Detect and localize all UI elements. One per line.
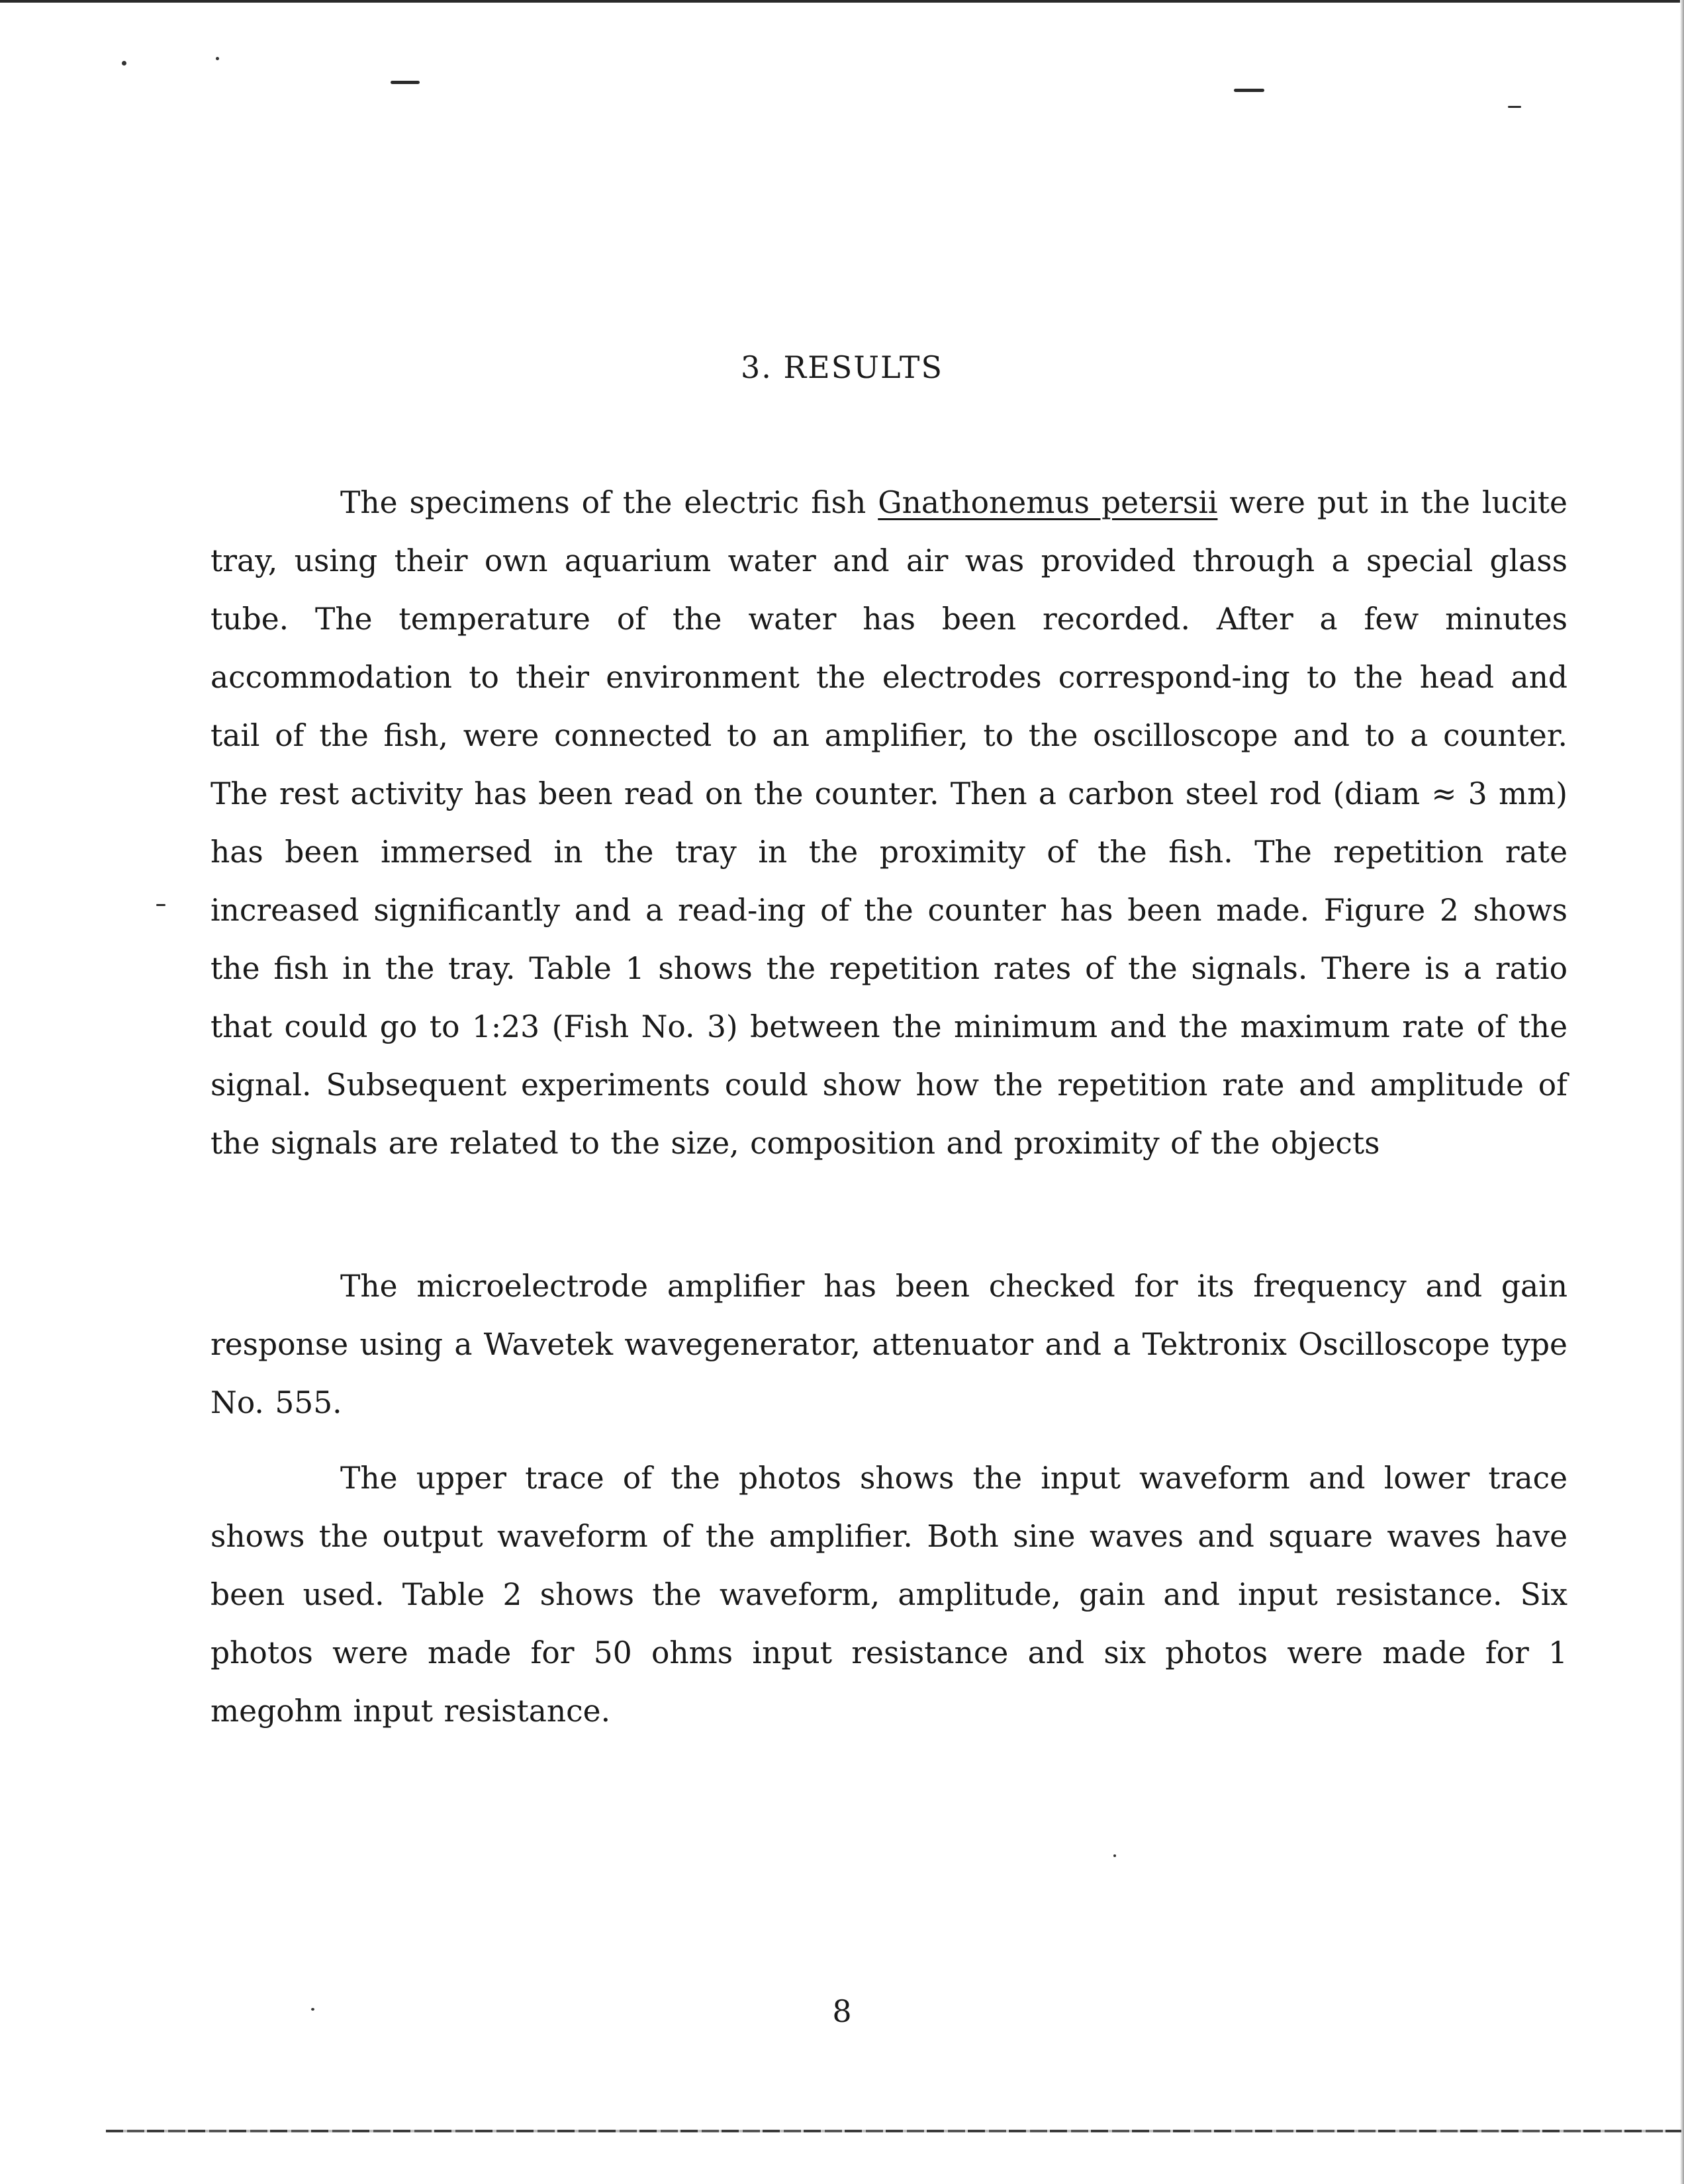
paragraph-2: The microelectrode amplifier has been checked for its frequency and gain response using a Wavetek wavegenerator, attenuator and a Tektronix Oscilloscope type No. 555. [210, 1269, 1567, 1420]
species-name: Gnathonemus petersii [878, 485, 1218, 520]
scan-mark [1234, 89, 1264, 92]
scan-top-edge [0, 0, 1684, 3]
scan-bottom-edge [106, 2130, 1681, 2132]
paragraph-1 [210, 474, 1567, 1173]
paragraph-3: The upper trace of the photos shows the input waveform and lower trace shows the output waveform of the amplifier. Both sine waves and square waves have been used. Table 2 shows the waveform, amplitude, gain and input resistance. Six photos were made for 50 ohms input resistance and six photos were made for 1 megohm input resistance. [210, 1461, 1567, 1729]
scan-mark [391, 81, 420, 84]
section-heading: 3. RESULTS [741, 349, 943, 385]
scan-mark [156, 904, 165, 906]
scan-right-edge [1680, 0, 1684, 2184]
scan-speck [216, 57, 219, 60]
scan-speck [122, 61, 126, 66]
page-number: 8 [832, 1993, 852, 2029]
paragraph-1-lead: The specimens of the electric fish [340, 485, 878, 520]
paragraph-1-rest: were put in the lucite tray, using their own aquarium water and air was provided through a special glass tube. The temperature of the water has been recorded. After a few minutes accommodation to their environment the electrodes correspond-ing to the head and tail of the fish, were connected to an amplifier, to the oscilloscope and to a counter. The rest activity has been read on the counter. Then a carbon steel rod (diam ≈ 3 mm) has been immersed in the tray in the proximity of the fish. The repetition rate increased significantly and a read-ing of the counter has been made. Figure 2 shows the fish in the tray. Table 1 shows the repetition rates of the signals. There is a ratio that could go to 1:23 (Fish No. 3) between the minimum and the maximum rate of the signal. Subsequent experiments could show how the repetition rate and amplitude of the signals are related to the size, composition and proximity of the objects [210, 485, 1567, 1161]
scan-mark [1508, 106, 1521, 108]
scan-speck [1113, 1854, 1116, 1857]
